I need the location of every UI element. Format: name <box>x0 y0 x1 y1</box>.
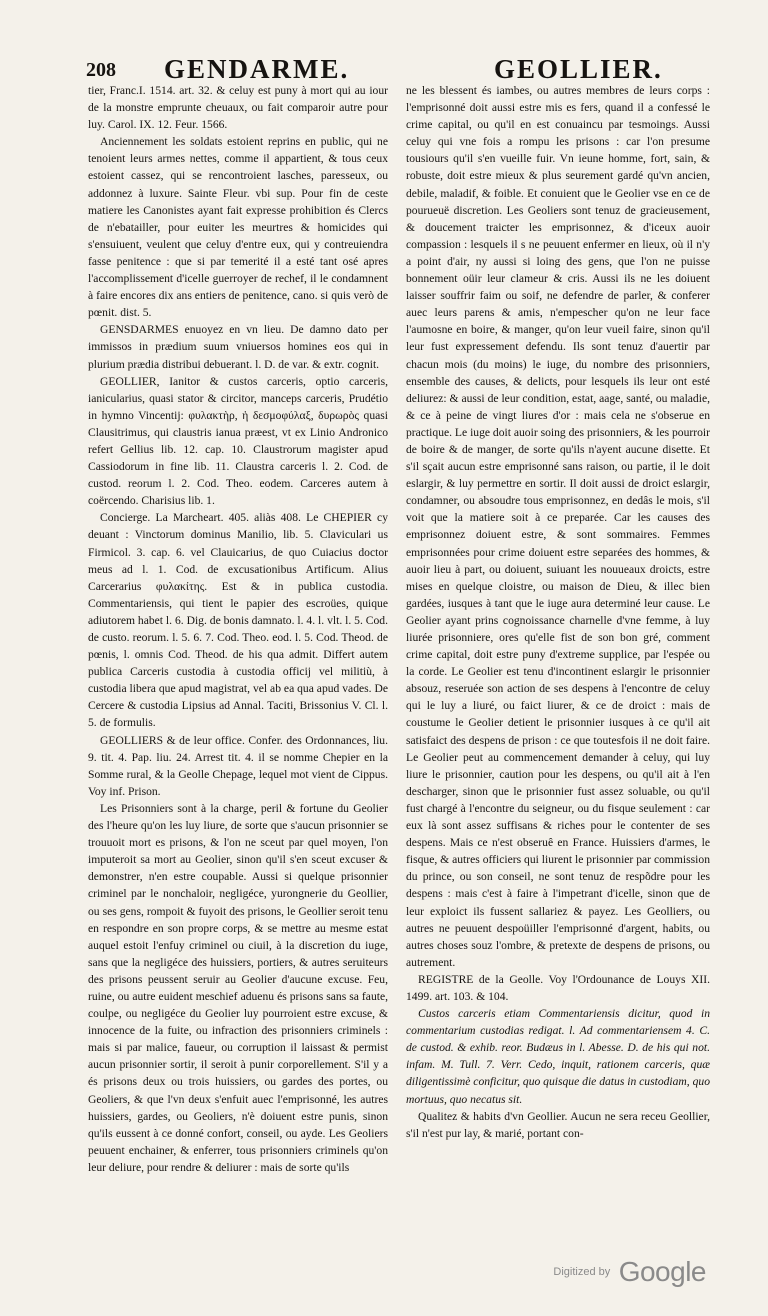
right-column <box>406 82 710 1142</box>
page-number: 208 <box>86 59 116 81</box>
google-logo: Google <box>618 1256 706 1287</box>
entry-geolliers-office: GEOLLIERS & de leur office. Confer. des Ordonnances, liu. 9. tit. 4. Pap. liu. 24. Arrest tit. 4. il se nomme Chepier en la Somme rural, & la Geolle Chepage, lequel mot vient de Cippus. Voy inf. Prison. <box>88 733 388 798</box>
entry-gensdarmes: GENSDARMES enuoyez en vn lieu. De damno dato per immissos in prædium suum vniuersos homines eos qui in plurium prædia distribui debuerant. l. D. de var. & extr. cognit. <box>88 323 388 371</box>
left-column <box>88 82 388 1176</box>
book-page <box>84 54 714 1274</box>
entry-qualitez: Qualitez & habits d'vn Geollier. Aucun ne sera receu Geollier, s'il n'est pur lay, & marié, portant con- <box>406 1109 710 1140</box>
left-running-title: GENDARME. <box>164 54 350 84</box>
google-digitized-watermark <box>553 1256 706 1288</box>
latin-passage: Custos carceris etiam Commentariensis dicitur, quod in commentarium custodias redigat. l. Ad commentariensem 4. C. de custod. & exhib. reor. Budæus in l. Abesse. D. de his qui not. infam. M. Tull. 7. Verr. Cedo, inquit, rationem carceris, quæ diligentissimè conficitur, quo quisque die datus in custodiam, quo mortuus, quo necatus sit. <box>406 1007 710 1106</box>
entry-geollier: GEOLLIER, Ianitor & custos carceris, optio carceris, ianicularius, quasi stator & circitor, manceps carceris, Prudétio in hymno Vincentij: φυλακτὴρ, ἡ δεσμοφύλαξ, δυρωρὸς quasi Clausitrimus, qui claustris ianua præest, vt ex Linio Andronico refert Gellius lib. 12. cap. 10. Claustrorum magister apud Cassiodorum in fine lib. 11. Claustra carceris l. 2. Cod. de custod. reorum l. 2. Cod. Theo. eodem. Carceres autem à coërcendo. Charisius lib. 1. <box>88 374 388 508</box>
column-gutter <box>398 84 399 1274</box>
paragraph: Anciennement les soldats estoient reprins en public, qui ne tenoient leurs armes nettes, comme il appartient, & tous ceux estoient cassez, qui se rencontroient lasches, paresseux, ou addonnez à luxure. Sainte Fleur. vbi sup. Pour fin de ceste matiere les Canonistes ayant fait expresse prohibition és Clercs de n'ebatailler, pour euiter les meurtres & homicides qui s'ensuiuent, veulent que celuy d'entre eux, qui y contreuiendra fasse penitence : que si par temerité il a esté tant osé apres l'accomplissement d'icelle guerroyer de rechef, il le condamnent à faire encores dix ans entiers de penitence, cano. si quis verò de pœnit. dist. 5. <box>88 135 388 320</box>
watermark-prefix: Digitized by <box>553 1266 611 1278</box>
paragraph: ne les blessent és iambes, ou autres membres de leurs corps : l'emprisonné doit aussi estre mis es fers, quand il a confessé le crime capital, ou qu'il en est conuaincu par tesmoings. Aussi celuy qui vne fois a rompu les prisons : car l'on presume tousiours qu'il s'en vueille fuir. Vn ieune homme, fort, sain, & robuste, doit estre mieux & plus seurement gardé qu'vn ancien, debile, maladif, & foible. Et conuient que le Geolier vse en ce de pourueuë discretion. Les Geoliers sont tenuz de gracieusement, & doucement traicter les emprisonnez, & d'iceux auoir compassion : lesquels il s ne peuuent enfermer en lieux, où il n'y a point d'air, ny aussi si loing des gens, que l'on ne puisse bonnement oüir leur clameur & cris. Aussi ils ne les doiuent laisser souffrir faim ou soif, ne defendre de parler, & conferer auec leurs parens & amis, n'empescher qu'on ne leur face l'aumosne en boire, & manger, qu'on leur vueil faire, sinon qu'il leur fust expressement defendu. Ils sont tenuz d'auertir par chacun mois (du moins) le iuge, du nombre des prisonniers, ensemble des causes, & delicts, pour lesquels ils leur ont esté deliurez: & aussi de leur condition, estat, aage, santé, ou maladie, & ce à peine de vingt liures d'or : mais cela ne s'obserue en practique. Le iuge doit auoir soing des prisonniers, & les pourroir de boire & de manger, de sorte qu'ils n'ayent aucune disette. Et s'il sçait aucun estre emprisonné sans raison, ou partie, il le doit eslargir, & luy permettre en sortir. Il doit aussi de droict eslargir, condamner, ou absoudre tous emprisonnez, en dedâs le mois, s'il voit que la matiere soit à ce preparée. Car les causes des emprisonnez doiuent estre, & sont sommaires. Femmes emprisonnées pour crime doiuent estre separées des hommes, & auoir lieu à part, ou doiuent, suiuant les nouueaux droicts, estre mises en quelque cloistre, ou maison de Dieu, & illec bien gardées, iusques à tant que le iuge aura determiné leur cause. Le Geolier ayant prins cognoissance charnelle d'vne femme, à luy liurée prisonniere, ores qu'elle fist de son bon gré, comment crime capital, doit estre puny d'extreme supplice, par l'espée ou la corde. Le Geolier est tenu d'incontinent eslargir le prisonnier absouz, reseruée son action de ses despens à l'encontre de celuy qui le luy a liuré, ou faict liurer, & ce de droict : mais de coustume le Geolier detient le prisonnier iusques à ce qu'il ait satisfaict des despens de prison : ce que toutesfois il ne doit faire. Le Geolier peut au commencement demander à celuy, qui luy liure le prisonnier, caution pour les despens, ou qu'il ait à l'en descharger, sinon que le prisonnier fust assez soluable, ou qu'il fust chargé à l'encontre du seigneur, ou du fisque seulement : car eux là sont assez suffisans & riches pour le contenter de ses despens. Mais ce n'est obseruê en France. Huissiers d'armes, le fisque, & autres officiers qui liurent le prisonnier par commission du prince, ou son conseil, ne sont tenuz de respõdre pour les despens : mais c'est à faire à l'impetrant d'icelle, sinon que de leur exploict ils fussent sallariez & payez. Les Geolliers, ou autres ne peuuent despoüiller l'emprisonné d'argent, habits, ou autres choses souz l'ombre, & pretexte de despens de prisons, ou autrement. <box>406 84 710 969</box>
paragraph-prisonniers: Les Prisonniers sont à la charge, peril & fortune du Geolier des l'heure qu'on les luy liure, de sorte que s'aucun prisonnier se trouuoit mort es prisons, & l'on ne sceut par quel moyen, l'on imputeroit sa mort au Geolier, sinon qu'il s'en sceut excuser & demonstrer, n'en estre coupable. Aussi si quelque prisonnier criminel par le nonchaloir, negligéce, yurongnerie du Geollier, ou ses gens, rompoit & fuyoit des prisons, le Geollier seroit tenu en respondre en son propre corps, & se mettre au mesme estat auquel estoit l'enfuy criminel ou ciuil, à la discretion du iuge, sans que la negligéce des huissiers, portiers, & autres seruiteurs des prisons peussent seruir au Geolier d'aucune excuse. Feu, ruine, ou autre euident meschief aduenu és prisons sans sa faute, coulpe, ou negligéce du Geolier luy pourroient estre excuse, & innocence de la fuite, ou infraction des prisonniers criminels : mais si par malice, faueur, ou corruption il laissast & permist aucun prisonnier sortir, il seroit à punir corporellement. S'il y a és prisons deux ou trois huissiers, ou gardes des portes, ou Geoliers, & que l'vn deux s'enfuit auec l'emprisonné, les autres huissiers, gardes, ou Geoliers, n'è doiuent estre punis, sinon qu'ils eussent à ce donné confort, conseil, ou ayde. Les Geoliers peuuent enchainer, & enferrer, tous prisonniers criminels qu'on leur deliure, pour rendre & deliurer : mais de sorte qu'ils <box>88 801 388 1174</box>
entry-registre: REGISTRE de la Geolle. Voy l'Ordounance de Louys XII. 1499. art. 103. & 104. <box>406 972 710 1003</box>
right-running-title: GEOLLIER. <box>494 54 663 84</box>
paragraph: tier, Franc.I. 1514. art. 32. & celuy est puny à mort qui au iour de la monstre emprunte cheuaux, ou fait comparoir autre pour luy. Carol. IX. 12. Feur. 1566. <box>88 84 388 132</box>
entry-concierge: Concierge. La Marcheart. 405. aliàs 408. Le CHEPIER cy deuant : Vinctorum dominus Manilio, lib. 5. Claviculari us Firmicol. 3. cap. 6. vel Clauicarius, de quo Cuiacius doctor meus ad l. 1. Cod. de excusationibus Artificum. Alius Carcerarius φυλακίτης. Est & in publica custodia. Commentariensis, qui tient le papier des escroües, quique adiutorem habet l. 6. Dig. de bonis damnato. l. 4. l. vlt. l. 5. Cod. de custo. reorum. l. 5. 6. 7. Cod. Theo. eod. l. 5. Cod. Theod. de pœnis, l. omnis Cod. Theod. de his qua admit. Differt autem publica Carceris custodia à custodia officij vel militiù, à custodia libera que apud magistrat, vel ab ea qua apud vades. De Cercere & custodia Lipsius ad Annal. Taciti, Brissonius V. Cl. l. 5. de formulis. <box>88 511 388 730</box>
